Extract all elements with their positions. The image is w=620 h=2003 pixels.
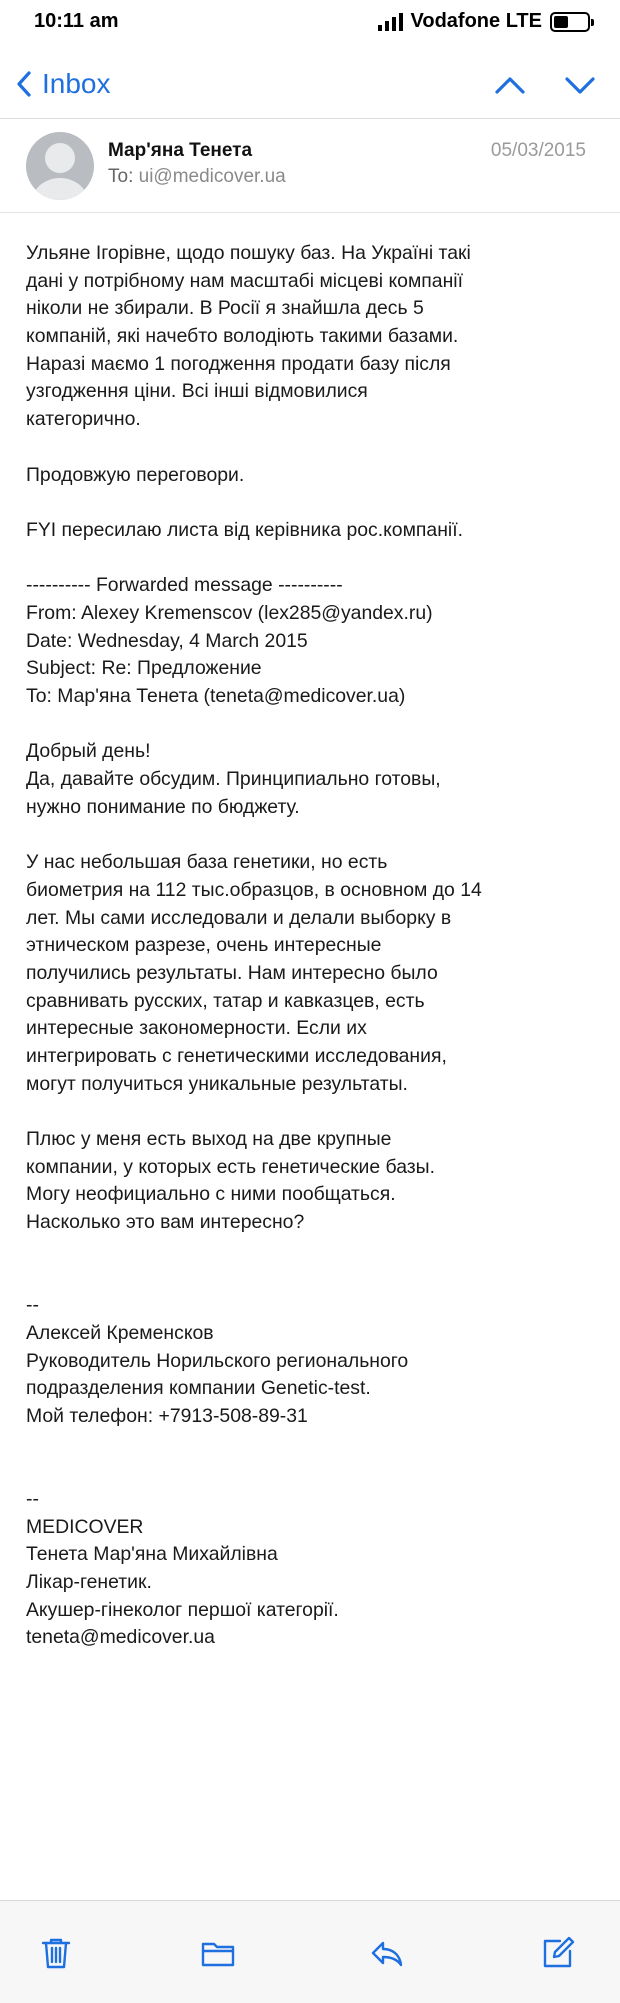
body-line: сравнивать русских, татар и кавказцев, есть (26, 989, 425, 1012)
body-line: компаній, які начебто володіють такими базами. (26, 325, 459, 348)
avatar[interactable] (26, 132, 94, 200)
body-line: биометрия на 112 тыс.образцов, в основном до 14 (26, 878, 482, 901)
reply-icon (369, 1935, 405, 1971)
carrier-label: Vodafone LTE (410, 10, 542, 32)
blank-line (26, 1264, 596, 1292)
body-line: Тенета Мар'яна Михайлівна (26, 1543, 278, 1566)
blank-line (26, 1098, 596, 1126)
header-divider (0, 118, 620, 119)
blank-line (26, 711, 596, 739)
compose-button[interactable] (536, 1933, 580, 1973)
body-line: нужно понимание по бюджету. (26, 795, 300, 818)
body-line: Алексей Кременсков (26, 1321, 214, 1344)
bottom-toolbar (0, 1901, 620, 2003)
body-line: интересные закономерности. Если их (26, 1017, 367, 1040)
body-line: лет. Мы сами исследовали и делали выборку в (26, 906, 452, 929)
body-line: Насколько это вам интересно? (26, 1211, 305, 1234)
body-line: From: Alexey Kremenscov (lex285@yandex.ru) (26, 601, 433, 624)
body-line: MEDICOVER (26, 1515, 144, 1538)
body-line: To: Мар'яна Тенета (teneta@medicover.ua) (26, 685, 406, 707)
back-button[interactable] (14, 68, 111, 100)
sender-name[interactable]: Мар'яна Тенета (108, 140, 253, 161)
body-line: Мой телефон: +7913-508-89-31 (26, 1404, 308, 1427)
body-divider (0, 212, 620, 213)
blank-line (26, 821, 596, 849)
body-line: Акушер-гінеколог першої категорії. (26, 1598, 339, 1621)
body-line: Руководитель Норильского регионального (26, 1349, 409, 1372)
back-label: Inbox (42, 68, 111, 99)
body-line: Ульяне Ігорівне, щодо пошуку баз. На Україні такі (26, 242, 471, 264)
body-line: подразделения компании Genetic-test. (26, 1377, 371, 1400)
body-line: ---------- Forwarded message ---------- (26, 574, 343, 597)
body-line: teneta@medicover.ua (26, 1626, 215, 1649)
body-line: Плюс у меня есть выход на две крупные (26, 1128, 392, 1150)
body-line: Добрый день! (26, 740, 151, 763)
blank-line (26, 1237, 596, 1265)
reply-button[interactable] (365, 1933, 409, 1973)
status-time: 10:11 am (34, 10, 119, 32)
body-line: -- (26, 1294, 39, 1317)
body-line: Наразі маємо 1 погодження продати базу після (26, 352, 451, 375)
body-line: ніколи не збирали. В Росії я знайшла десь 5 (26, 297, 424, 320)
body-line: FYI пересилаю листа від керівника рос.компанії. (26, 518, 463, 541)
blank-line (26, 434, 596, 462)
message-header (0, 122, 620, 207)
body-line: -- (26, 1487, 39, 1510)
folder-icon (200, 1935, 236, 1971)
chevron-left-icon (14, 69, 34, 99)
message-nav (492, 72, 598, 98)
move-button[interactable] (196, 1933, 240, 1973)
body-line: Да, давайте обсудим. Принципиально готовы, (26, 768, 441, 791)
message-body (26, 240, 596, 1652)
body-line: Продовжую переговори. (26, 463, 245, 486)
body-line: категорично. (26, 408, 141, 431)
body-line: интегрировать с генетическими исследования, (26, 1044, 447, 1067)
next-message-icon[interactable] (562, 72, 598, 98)
body-line: Date: Wednesday, 4 March 2015 (26, 629, 308, 652)
body-line: получились результаты. Нам интересно было (26, 961, 438, 984)
trash-icon (38, 1935, 74, 1971)
recipient-address: ui@medicover.ua (138, 166, 286, 187)
signal-icon (378, 13, 403, 31)
body-line: узгодження ціни. Всі інші відмовилися (26, 380, 368, 403)
battery-level (554, 16, 568, 28)
message-date: 05/03/2015 (490, 140, 586, 161)
blank-line (26, 489, 596, 517)
recipient-line[interactable] (108, 166, 286, 188)
body-line: дані у потрібному нам масштабі місцеві компанії (26, 269, 463, 292)
body-line: Могу неофициально с ними пообщаться. (26, 1183, 396, 1206)
to-prefix: To: (108, 166, 134, 187)
body-line: компании, у которых есть генетические базы. (26, 1155, 435, 1178)
body-line: могут получиться уникальные результаты. (26, 1072, 408, 1095)
battery-icon (550, 12, 590, 32)
status-bar (0, 0, 620, 54)
blank-line (26, 1431, 596, 1459)
body-line: этническом разрезе, очень интересные (26, 934, 382, 957)
previous-message-icon[interactable] (492, 72, 528, 98)
nav-bar (0, 62, 620, 114)
blank-line (26, 545, 596, 573)
body-line: Subject: Re: Предложение (26, 657, 262, 680)
body-line: Лікар-генетик. (26, 1571, 152, 1593)
compose-icon (540, 1935, 576, 1971)
blank-line (26, 1458, 596, 1486)
delete-button[interactable] (34, 1933, 78, 1973)
status-right (378, 10, 590, 33)
body-line: У нас небольшая база генетики, но есть (26, 851, 388, 874)
